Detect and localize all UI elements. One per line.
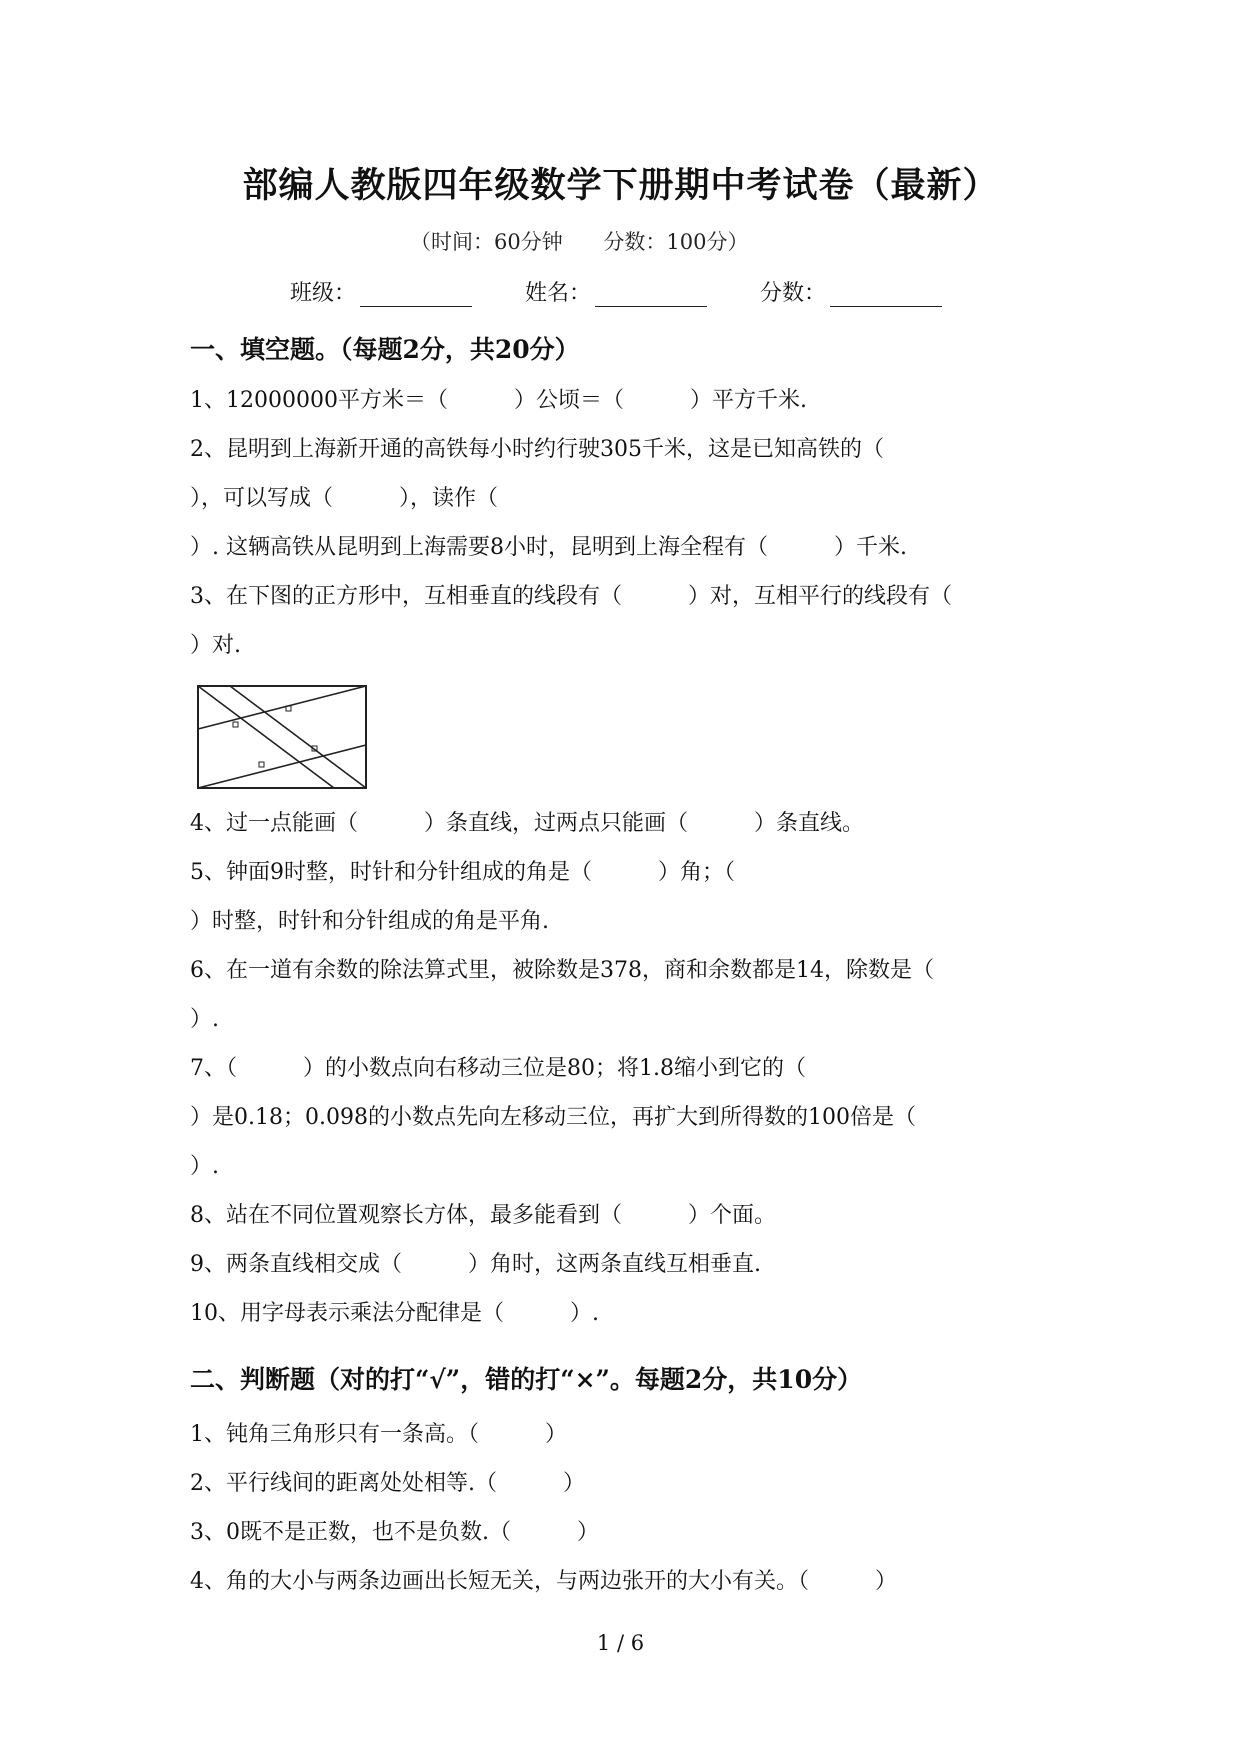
question-line: 5、钟面9时整，时针和分针组成的角是（ ）角；（ [190, 860, 735, 885]
right-angle-mark [259, 762, 264, 767]
question-line: 4、角的大小与两条边画出长短无关，与两边张开的大小有关。（ ） [190, 1569, 897, 1594]
question-line: 1、12000000平方米＝（ ）公顷＝（ ）平方千米. [190, 388, 807, 413]
cross-line-2 [198, 686, 366, 729]
question-line: 8、站在不同位置观察长方体，最多能看到（ ）个面。 [190, 1203, 776, 1228]
class-label: 班级： [290, 281, 357, 306]
score-blank[interactable] [830, 284, 942, 307]
question-line: 7、（ ）的小数点向右移动三位是80；将1.8缩小到它的（ [190, 1056, 806, 1081]
question-line: ）是0.18；0.098的小数点先向左移动三位，再扩大到所得数的100倍是（ [190, 1105, 916, 1130]
question-line: 1、钝角三角形只有一条高。（ ） [190, 1422, 567, 1447]
student-info [290, 276, 988, 307]
time-limit: （时间：60分钟 [410, 230, 563, 254]
exam-meta [410, 226, 749, 256]
question-line: ）时整，时针和分针组成的角是平角. [190, 909, 549, 934]
class-field [290, 276, 472, 307]
section-heading-true-false: 二、判断题（对的打“√”，错的打“×”。每题2分，共10分） [190, 1365, 863, 1394]
total-score: 分数：100分） [603, 230, 749, 254]
question-line: ）. 这辆高铁从昆明到上海需要8小时，昆明到上海全程有（ ）千米. [190, 535, 907, 560]
question-line: ）对. [190, 633, 241, 658]
outer-rectangle [198, 686, 366, 788]
section-heading-fill-blank: 一、填空题。（每题2分，共20分） [190, 335, 580, 364]
page-title: 部编人教版四年级数学下册期中考试卷（最新） [242, 165, 999, 206]
score-field [760, 276, 942, 307]
page-number: 1 / 6 [596, 1631, 645, 1655]
diagonal-line-2 [230, 686, 366, 788]
name-label: 姓名： [525, 281, 592, 306]
name-field [525, 276, 707, 307]
right-angle-mark [233, 722, 238, 727]
question-line: 2、昆明到上海新开通的高铁每小时约行驶305千米，这是已知高铁的（ [190, 437, 884, 462]
question-line: ）. [190, 1154, 219, 1179]
question-line: 2、平行线间的距离处处相等.（ ） [190, 1471, 585, 1496]
question-line: 6、在一道有余数的除法算式里，被除数是378，商和余数都是14，除数是（ [190, 958, 934, 983]
square-in-rectangle-figure [196, 684, 368, 790]
question-line: ），可以写成（ ），读作（ [190, 486, 499, 511]
score-label: 分数： [760, 281, 827, 306]
class-blank[interactable] [360, 284, 472, 307]
question-line: ）. [190, 1007, 219, 1032]
question-line: 9、两条直线相交成（ ）角时，这两条直线互相垂直. [190, 1252, 761, 1277]
question-line: 4、过一点能画（ ）条直线，过两点只能画（ ）条直线。 [190, 811, 864, 836]
question-line: 3、在下图的正方形中，互相垂直的线段有（ ）对，互相平行的线段有（ [190, 584, 952, 609]
diagonal-line-1 [198, 686, 334, 788]
cross-line-1 [198, 745, 366, 788]
question-line: 10、用字母表示乘法分配律是（ ）. [190, 1301, 599, 1326]
question-line: 3、0既不是正数，也不是负数.（ ） [190, 1520, 599, 1545]
name-blank[interactable] [595, 284, 707, 307]
